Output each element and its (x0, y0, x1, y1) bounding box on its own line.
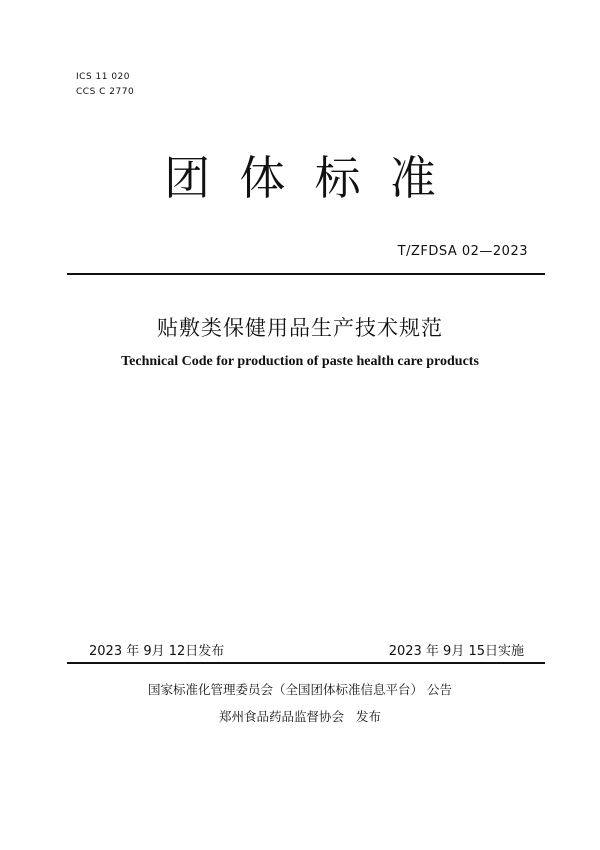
ics-code: ICS 11 020 (76, 72, 131, 82)
bottom-divider (67, 662, 545, 664)
standard-number: T/ZFDSA 02—2023 (397, 244, 528, 259)
implement-date: 2023 年 9月 15日实施 (388, 644, 524, 659)
ccs-code: CCS C 2770 (76, 87, 135, 97)
publish-date: 2023 年 9月 12日发布 (89, 644, 225, 659)
issuer-publisher: 郑州食品药品监督协会 发布 (219, 709, 381, 724)
title-chinese: 贴敷类保健用品生产技术规范 (157, 316, 443, 340)
group-standard-heading: 团 体 标 准 (164, 151, 436, 205)
title-english: Technical Code for production of paste health care products (121, 354, 479, 369)
top-divider (67, 273, 545, 275)
issuer-announcement: 国家标准化管理委员会（全国团体标准信息平台） 公告 (148, 682, 452, 697)
